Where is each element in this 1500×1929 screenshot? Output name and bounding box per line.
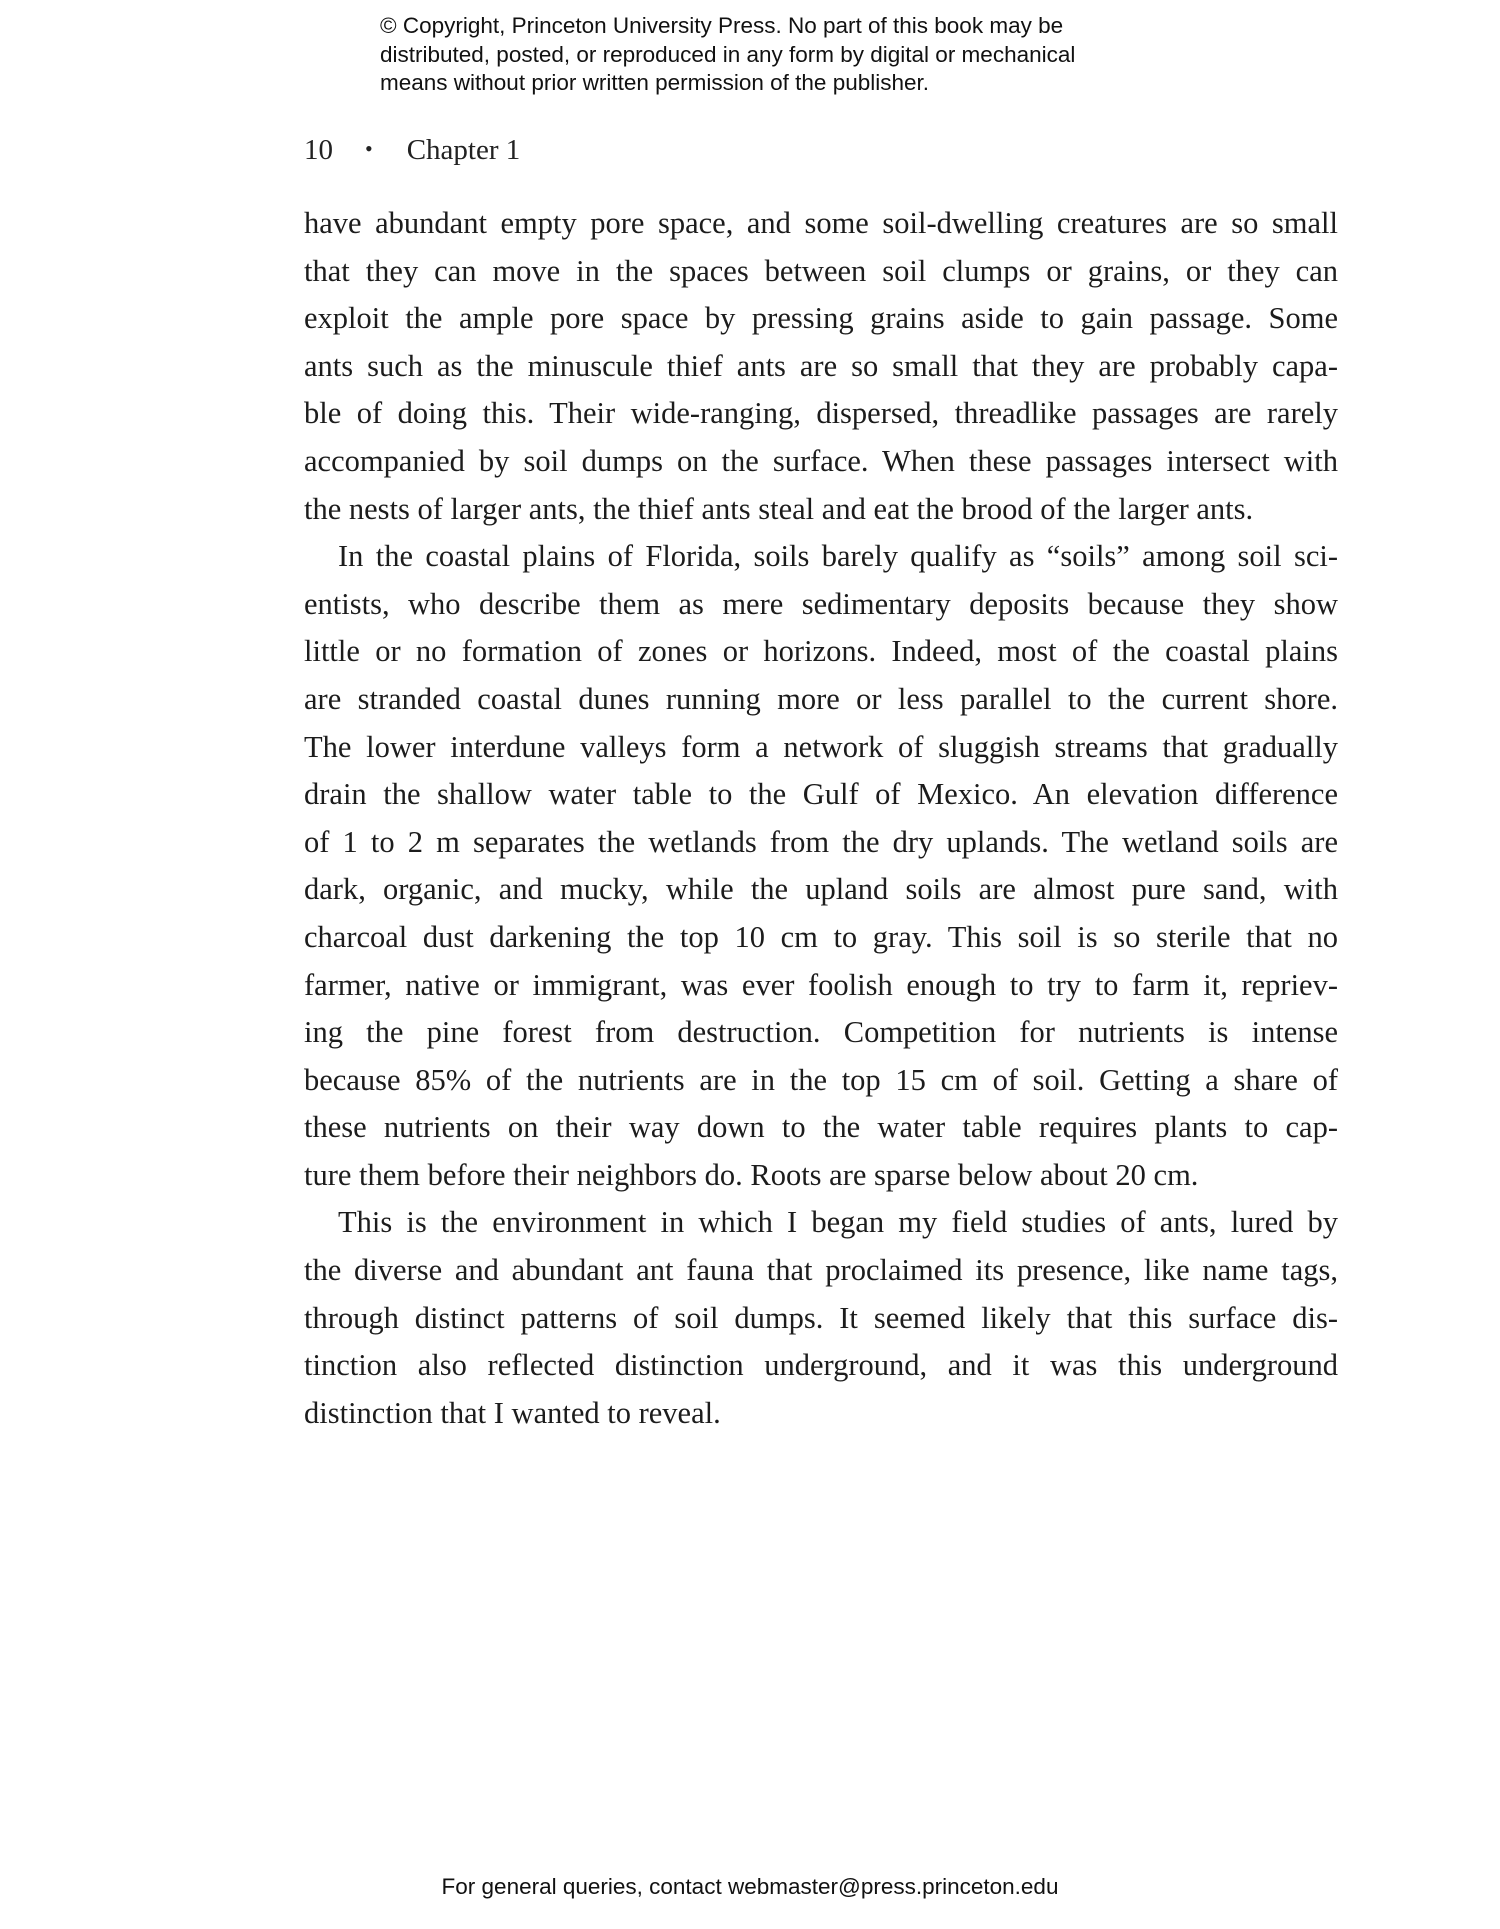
text-line: dark, organic, and mucky, while the upland soils are almost pure sand, with <box>304 872 1338 907</box>
copyright-notice <box>380 12 1075 98</box>
text-line: accompanied by soil dumps on the surface. When these passages intersect with <box>304 443 1338 478</box>
paragraph <box>304 200 1338 533</box>
text-line: entists, who describe them as mere sedimentary deposits because they show <box>304 586 1338 621</box>
text-line: drain the shallow water table to the Gulf of Mexico. An elevation difference <box>304 777 1338 812</box>
text-line: charcoal dust darkening the top 10 cm to gray. This soil is so sterile that no <box>304 919 1338 954</box>
text-line: ture them before their neighbors do. Roots are sparse below about 20 cm. <box>304 1157 1199 1192</box>
text-line: ants such as the minuscule thief ants are so small that they are probably capa- <box>304 348 1338 383</box>
text-line: because 85% of the nutrients are in the top 15 cm of soil. Getting a share of <box>304 1062 1338 1097</box>
text-line: farmer, native or immigrant, was ever foolish enough to try to farm it, repriev- <box>304 967 1338 1002</box>
text-line: through distinct patterns of soil dumps. It seemed likely that this surface dis- <box>304 1300 1338 1335</box>
text-line: the nests of larger ants, the thief ants steal and eat the brood of the larger ants. <box>304 491 1254 526</box>
copyright-line: means without prior written permission of the publisher. <box>380 70 930 96</box>
text-line: the diverse and abundant ant fauna that proclaimed its presence, like name tags, <box>304 1253 1338 1288</box>
text-line: ble of doing this. Their wide-ranging, dispersed, threadlike passages are rarely <box>304 396 1338 431</box>
text-line: This is the environment in which I began my field studies of ants, lured by <box>338 1205 1338 1240</box>
text-line: of 1 to 2 m separates the wetlands from the dry uplands. The wetland soils are <box>304 824 1338 859</box>
running-head <box>304 134 520 167</box>
copyright-line: distributed, posted, or reproduced in any form by digital or mechanical <box>380 41 1076 67</box>
text-line: tinction also reflected distinction underground, and it was this underground <box>304 1348 1338 1383</box>
text-line: little or no formation of zones or horizons. Indeed, most of the coastal plains <box>304 634 1338 669</box>
text-line: In the coastal plains of Florida, soils barely qualify as “soils” among soil sci- <box>338 539 1338 574</box>
bullet-separator: • <box>365 136 373 161</box>
text-line: ing the pine forest from destruction. Competition for nutrients is intense <box>304 1015 1338 1050</box>
text-line: The lower interdune valleys form a network of sluggish streams that gradually <box>304 729 1338 764</box>
paragraph <box>304 1199 1338 1437</box>
paragraph <box>304 533 1338 1199</box>
copyright-line: © Copyright, Princeton University Press. No part of this book may be <box>380 13 1064 38</box>
text-line: are stranded coastal dunes running more or less parallel to the current shore. <box>304 681 1338 716</box>
text-line: distinction that I wanted to reveal. <box>304 1395 721 1430</box>
text-line: these nutrients on their way down to the water table requires plants to cap- <box>304 1110 1338 1145</box>
text-line: exploit the ample pore space by pressing grains aside to gain passage. Some <box>304 301 1338 336</box>
page-number: 10 <box>304 134 333 166</box>
body-text <box>304 200 1338 1437</box>
chapter-title: Chapter 1 <box>406 134 521 166</box>
text-line: that they can move in the spaces between soil clumps or grains, or they can <box>304 253 1338 288</box>
text-line: have abundant empty pore space, and some soil-dwelling creatures are so small <box>304 206 1338 240</box>
footer-contact: For general queries, contact webmaster@press.princeton.edu <box>441 1874 1059 1899</box>
